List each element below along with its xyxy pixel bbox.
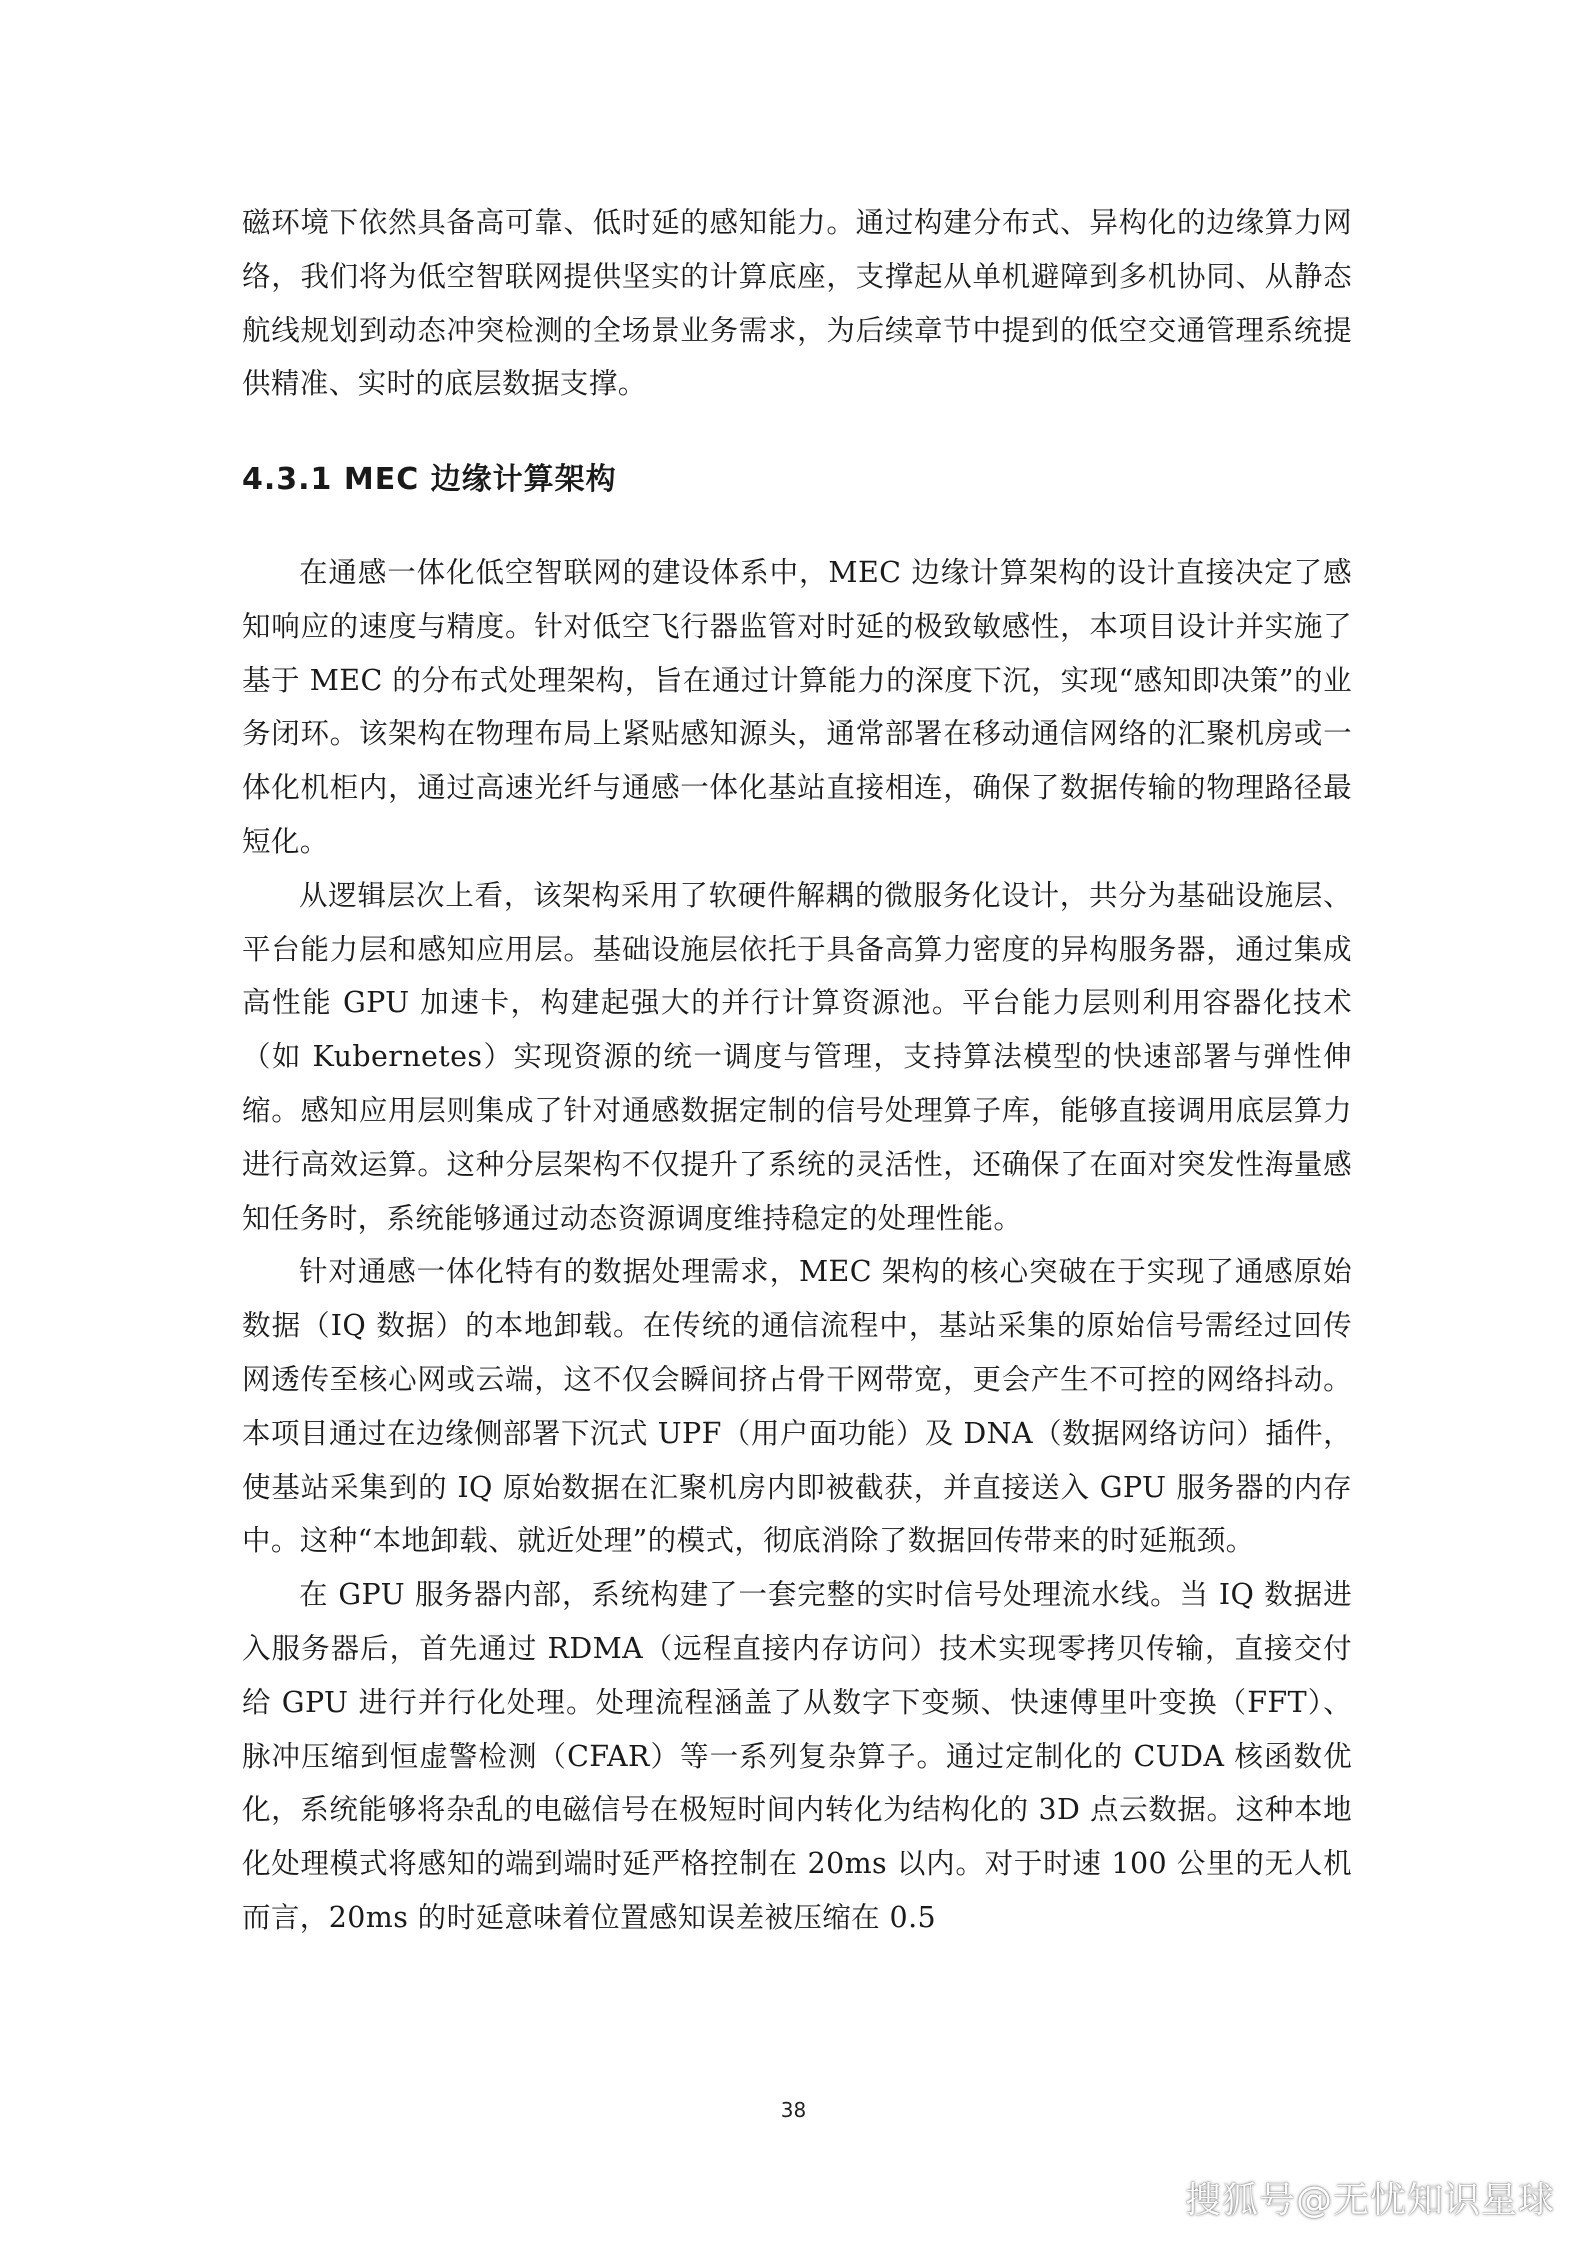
body-paragraph-4: 在 GPU 服务器内部，系统构建了一套完整的实时信号处理流水线。当 IQ 数据进入服务器后，首先通过 RDMA（远程直接内存访问）技术实现零拷贝传输，直接交付给 GPU 进行并行化处理。处理流程涵盖了从数字下变频、快速傅里叶变换（FFT）、脉冲压缩到恒虚警检测（CFAR）等一系列复杂算子。通过定制化的 CUDA 核函数优化，系统能够将杂乱的电磁信号在极短时间内转化为结构化的 3D 点云数据。这种本地化处理模式将感知的端到端时延严格控制在 20ms 以内。对于时速 100 公里的无人机而言，20ms 的时延意味着位置感知误差被压缩在 0.5	[242, 1578, 1352, 1934]
intro-paragraph: 磁环境下依然具备高可靠、低时延的感知能力。通过构建分布式、异构化的边缘算力网络，我们将为低空智联网提供坚实的计算底座，支撑起从单机避障到多机协同、从静态航线规划到动态冲突检测的全场景业务需求，为后续章节中提到的低空交通管理系统提供精准、实时的底层数据支撑。	[242, 206, 1352, 401]
page-content	[242, 196, 1352, 1934]
watermark: 搜狐号@无忧知识星球	[1184, 2180, 1555, 2221]
section-heading: 4.3.1 MEC 边缘计算架构	[242, 462, 617, 497]
section-body	[242, 546, 1352, 1945]
body-paragraph-3: 针对通感一体化特有的数据处理需求，MEC 架构的核心突破在于实现了通感原始数据（IQ 数据）的本地卸载。在传统的通信流程中，基站采集的原始信号需经过回传网透传至核心网或云端，这不仅会瞬间挤占骨干网带宽，更会产生不可控的网络抖动。本项目通过在边缘侧部署下沉式 UPF（用户面功能）及 DNA（数据网络访问）插件，使基站采集到的 IQ 原始数据在汇聚机房内即被截获，并直接送入 GPU 服务器的内存中。这种“本地卸载、就近处理”的模式，彻底消除了数据回传带来的时延瓶颈。	[242, 1255, 1352, 1558]
body-paragraph-1: 在通感一体化低空智联网的建设体系中，MEC 边缘计算架构的设计直接决定了感知响应的速度与精度。针对低空飞行器监管对时延的极致敏感性，本项目设计并实施了基于 MEC 的分布式处理架构，旨在通过计算能力的深度下沉，实现“感知即决策”的业务闭环。该架构在物理布局上紧贴感知源头，通常部署在移动通信网络的汇聚机房或一体化机柜内，通过高速光纤与通感一体化基站直接相连，确保了数据传输的物理路径最短化。	[242, 556, 1352, 858]
page-number: 38	[780, 2098, 807, 2122]
body-paragraph-2: 从逻辑层次上看，该架构采用了软硬件解耦的微服务化设计，共分为基础设施层、平台能力层和感知应用层。基础设施层依托于具备高算力密度的异构服务器，通过集成高性能 GPU 加速卡，构建起强大的并行计算资源池。平台能力层则利用容器化技术（如 Kubernetes）实现资源的统一调度与管理，支持算法模型的快速部署与弹性伸缩。感知应用层则集成了针对通感数据定制的信号处理算子库，能够直接调用底层算力进行高效运算。这种分层架构不仅提升了系统的灵活性，还确保了在面对突发性海量感知任务时，系统能够通过动态资源调度维持稳定的处理性能。	[242, 878, 1352, 1235]
